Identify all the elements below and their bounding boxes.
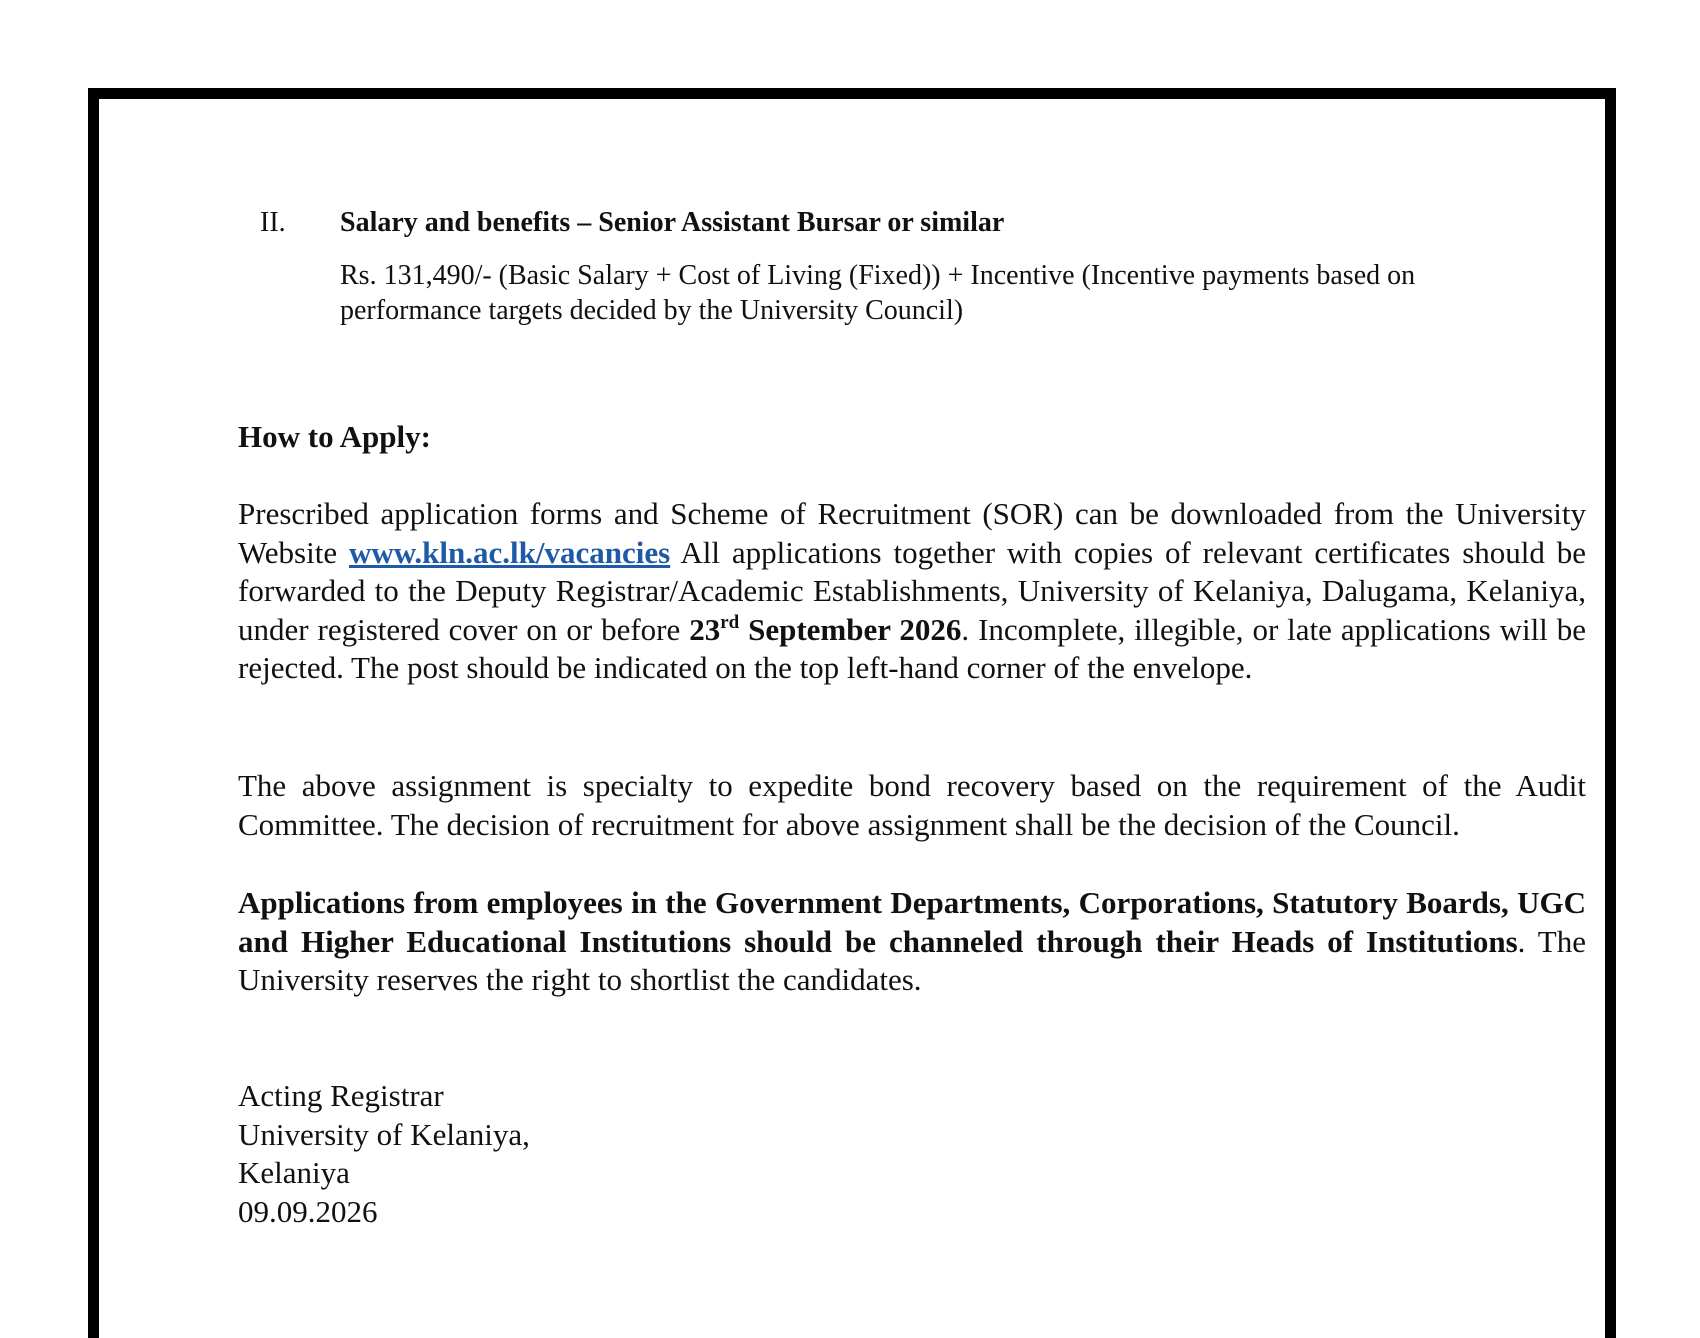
signature-block xyxy=(238,1077,530,1231)
deadline-date xyxy=(689,612,961,647)
deadline-ordinal-suffix: rd xyxy=(720,611,740,633)
salary-heading: Salary and benefits – Senior Assistant Bursar or similar xyxy=(340,207,1005,238)
signatory-city: Kelaniya xyxy=(238,1155,350,1190)
salary-details: Rs. 131,490/- (Basic Salary + Cost of Living (Fixed)) + Incentive (Incentive payments based on performance targets decided by the University Council) xyxy=(340,260,1416,326)
section-numeral: II. xyxy=(260,207,286,238)
instructions-text-1: Prescribed application forms and Scheme of Recruitment (SOR) can be downloaded from the University Website xyxy=(238,496,1586,570)
signature-date: 09.09.2026 xyxy=(238,1193,378,1229)
channel-applications-paragraph xyxy=(238,884,1586,1000)
shortlist-note-text: . The University reserves the right to shortlist the candidates. xyxy=(238,923,1586,998)
channel-applications-bold-text: Applications from employees in the Government Departments, Corporations, Statutory Boards, UGC and Higher Educational Institutions should be channeled through their Heads of Institutions xyxy=(238,885,1586,959)
deadline-day: 23 xyxy=(689,611,721,647)
vacancies-website-link[interactable]: www.kln.ac.lk/vacancies xyxy=(348,534,671,570)
assignment-note-paragraph: The above assignment is specialty to expedite bond recovery based on the requirement of the Audit Committee. The decision of recruitment for above assignment shall be the decision of the Council. xyxy=(238,768,1586,842)
signatory-institution: University of Kelaniya, xyxy=(238,1116,530,1152)
instructions-text-2: All applications together with copies of relevant certificates should be forwarded to the Deputy Registrar/Academic Establishments, University of Kelaniya, Dalugama, Kelaniya, under registered cover on or before xyxy=(238,534,1586,647)
signatory-title: Acting Registrar xyxy=(238,1078,444,1113)
deadline-month-year: September 2026 xyxy=(739,611,962,647)
application-instructions-paragraph xyxy=(238,495,1586,688)
instructions-text-3: . Incomplete, illegible, or late applications will be rejected. The post should be indicated on the top left-hand corner of the envelope. xyxy=(238,611,1586,686)
how-to-apply-heading: How to Apply: xyxy=(238,419,431,454)
